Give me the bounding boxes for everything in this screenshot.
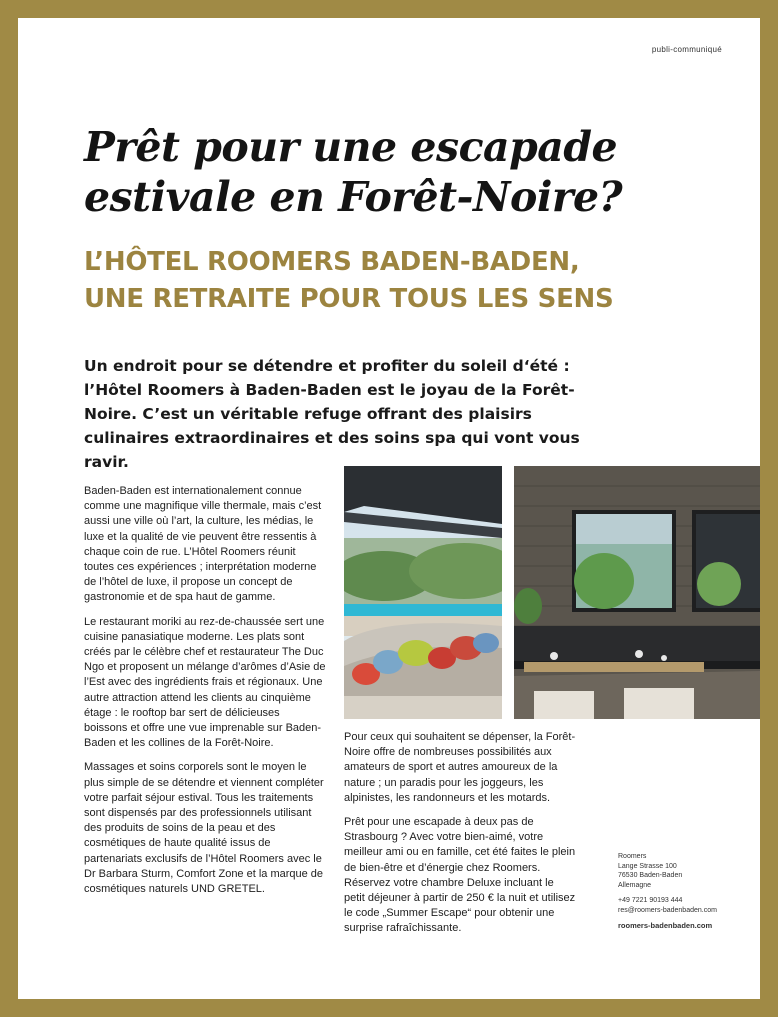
contact-name: Roomers (618, 853, 647, 860)
paragraph: Massages et soins corporels sont le moyen le plus simple de se détendre et viennent compléter votre parfait séjour estival. Tous les traitements sont dispensés par des professionnels utilisant des produits de soins de la peau et des cosmétiques de haute qualité issus de partenariats exclusifs de l’Hôtel Roomers avec le Dr Barbara Sturm, Comfort Zone et la marque de cosmétiques naturels UND GRETEL. (84, 761, 324, 896)
headline-line-2: estivale en Forêt-Noire? (84, 173, 623, 221)
subheadline-line-2: UNE RETRAITE POUR TOUS LES SENS (84, 284, 614, 314)
subheadline (84, 244, 724, 318)
contact-block (618, 852, 758, 930)
headline-line-1: Prêt pour une escapade (84, 123, 618, 171)
advertorial-page (18, 18, 760, 999)
restaurant-terrace-photo (514, 466, 760, 719)
left-column (84, 484, 326, 906)
subheadline-line-1: L’HÔTEL ROOMERS BADEN-BADEN, (84, 247, 580, 277)
contact-website: roomers-badenbaden.com (618, 920, 713, 930)
lead-paragraph: Un endroit pour se détendre et profiter du soleil d‘été : l’Hôtel Roomers à Baden-Baden est le joyau de la Forêt-Noire. C’est un véritable refuge offrant des plaisirs culinaires extraordinaires et des soins spa qui vont vous ravir. (84, 357, 580, 471)
paragraph: Le restaurant moriki au rez-de-chaussée sert une cuisine panasiatique moderne. Les plats sont créés par le célèbre chef et restaurateur The Duc Ngo et proposent un mélange d’arômes d’Asie de l’Est avec des ingrédients frais et régionaux. Une autre attraction attend les clients au cinquième étage : le rooftop bar sert de délicieuses boissons et offre une vue imprenable sur Baden-Baden et les collines de la Forêt-Noire. (84, 615, 326, 750)
contact-street: Lange Strasse 100 (618, 862, 677, 870)
paragraph: Baden-Baden est internationalement connue comme une magnifique ville thermale, mais c’est aussi une ville où l’art, la culture, les médias, le luxe et la qualité de vie peuvent être ressentis à chaque coin de rue. L’Hôtel Roomers réunit toutes ces expériences ; interprétation moderne de l’hôtel de luxe, il propose un concept de gastronomie et de spa haut de gamme. (84, 485, 322, 604)
publi-communique-label: publi-communiqué (651, 45, 722, 54)
contact-phone: +49 7221 90193 444 (618, 897, 683, 905)
right-column (344, 730, 576, 946)
headline (84, 122, 724, 222)
rooftop-pool-lounge-photo (344, 466, 502, 719)
contact-city: 76530 Baden-Baden (618, 872, 683, 880)
contact-country: Allemagne (618, 881, 652, 889)
contact-email: res@roomers-badenbaden.com (618, 906, 717, 914)
paragraph: Prêt pour une escapade à deux pas de Strasbourg ? Avec votre bien-aimé, votre meilleur ami ou en famille, cet été faites le plein de bien-être et d’énergie chez Roomers. Réservez votre chambre Deluxe incluant le petit déjeuner à partir de 250 € la nuit et utilisez le code „Summer Escape“ pour obtenir une surprise rafraîchissante. (344, 816, 576, 935)
paragraph: Pour ceux qui souhaitent se dépenser, la Forêt-Noire offre de nombreuses possibilités aux amateurs de sport et autres amoureux de la nature ; un paradis pour les joggeurs, les alpinistes, les randonneurs et les motards. (344, 731, 576, 804)
